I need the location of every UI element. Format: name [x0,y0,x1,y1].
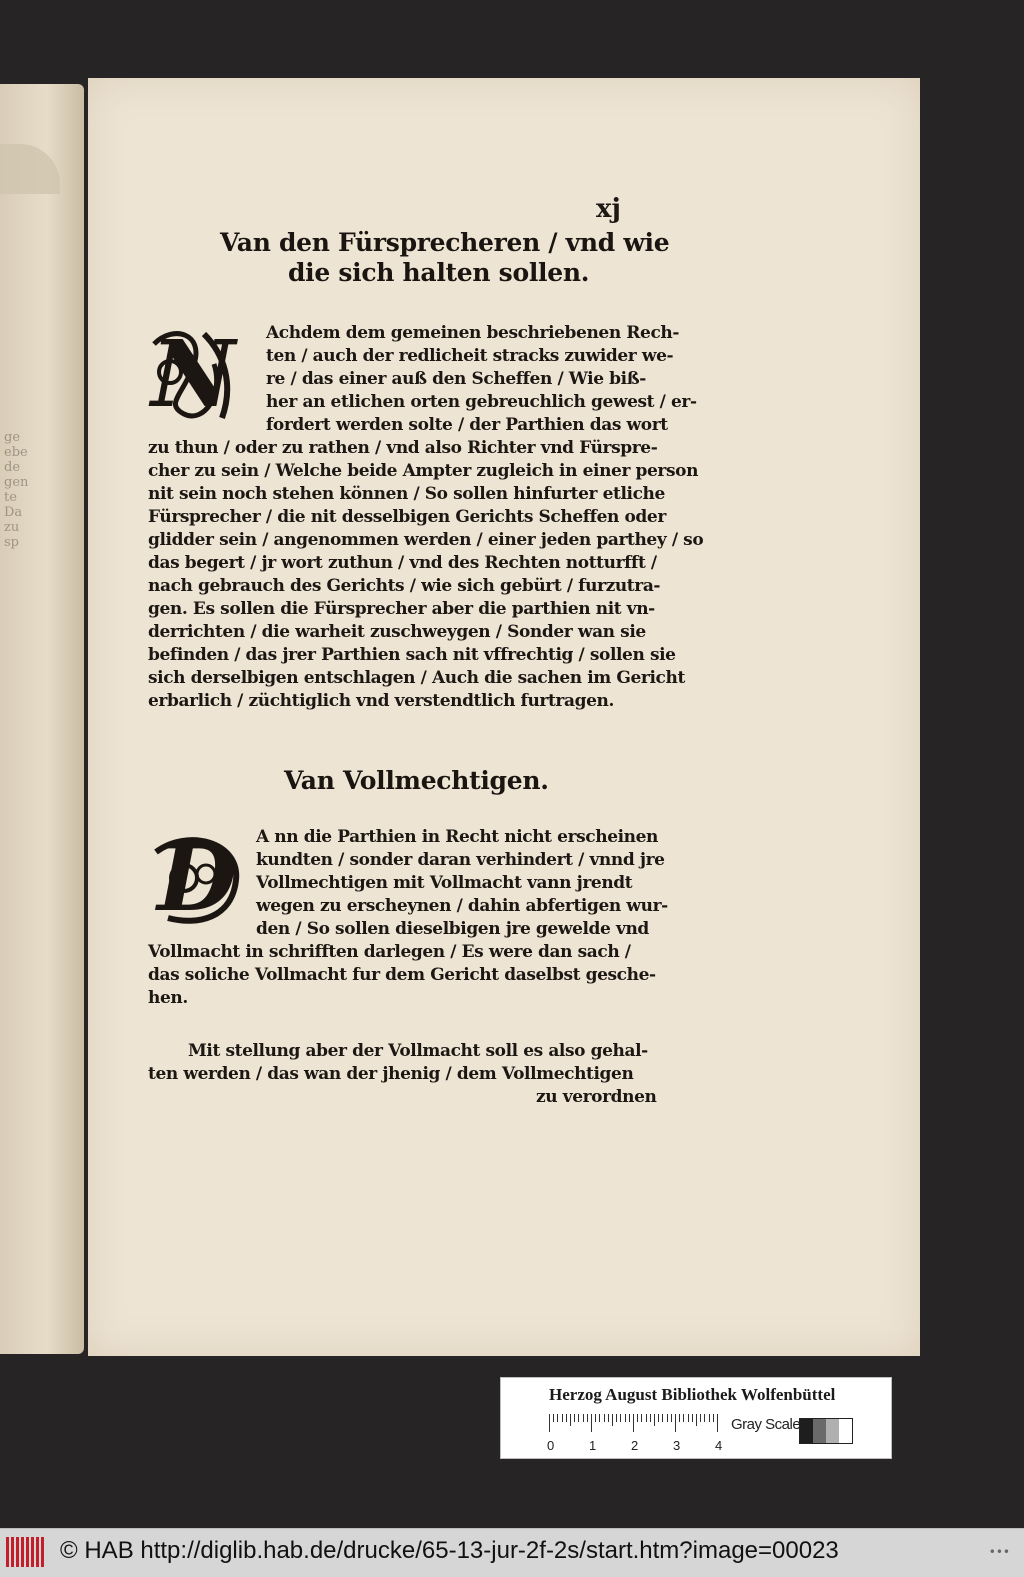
footer-bar [0,1528,1024,1577]
scale-number: 2 [631,1438,639,1453]
scale-number: 3 [673,1438,681,1453]
text-line: befinden / das jrer Parthien sach nit vffrechtig / sollen sie [148,645,676,665]
text-line: das soliche Vollmacht fur dem Gericht daselbst gesche- [148,965,656,985]
ruler-tick [557,1414,558,1422]
text-line: nach gebrauch des Gerichts / wie sich gebürt / furzutra- [148,576,661,596]
gray-scale-swatch [799,1418,853,1444]
ruler-tick [604,1414,605,1422]
ruler-tick [641,1414,642,1422]
page-curl [0,144,60,194]
ruler-tick [700,1414,701,1422]
previous-page-edge [0,84,84,1354]
ruler-tick [587,1414,588,1422]
ruler-tick [654,1414,655,1426]
ruler-tick [553,1414,554,1422]
color-reference-card [500,1377,892,1459]
bleed-text: ge ebe de gen te Da zu sp [4,430,29,550]
ruler-tick [574,1414,575,1422]
catchword: zu verordnen [536,1087,657,1107]
text-line: re / das einer auß den Scheffen / Wie biß- [266,369,646,389]
ruler-tick [566,1414,567,1422]
section-heading-vollmechtigen: Van Vollmechtigen. [284,766,549,795]
text-line: Fürsprecher / die nit desselbigen Gerichts Scheffen oder [148,507,666,527]
text-line: her an etlichen orten gebreuchlich gewest / er- [266,392,697,412]
ruler-tick [692,1414,693,1422]
ruler-tick [629,1414,630,1422]
ruler-tick [662,1414,663,1422]
ruler-tick [679,1414,680,1422]
text-line: gen. Es sollen die Fürsprecher aber die parthien nit vn- [148,599,655,619]
text-line: fordert werden solte / der Parthien das wort [266,415,668,435]
ruler-tick [637,1414,638,1422]
ruler-tick [671,1414,672,1422]
text-line: nit sein noch stehen können / So sollen hinfurter etliche [148,484,665,504]
ruler-tick [713,1414,714,1422]
ruler-tick [667,1414,668,1422]
more-icon[interactable]: ••• [988,1545,1010,1559]
ruler-tick [570,1414,571,1426]
decorated-initial [144,320,242,428]
text-line: cher zu sein / Welche beide Ampter zugleich in einer person [148,461,699,481]
text-line: das begert / jr wort zuthun / vnd des Rechten notturfft / [148,553,657,573]
text-line: Vollmacht in schrifften darlegen / Es were dan sach / [148,942,631,962]
ruler-tick [608,1414,609,1422]
ruler-tick [709,1414,710,1422]
text-line: A nn die Parthien in Recht nicht erscheinen [256,827,659,847]
initial-letter: D [157,824,237,932]
scale-number: 0 [547,1438,555,1453]
ruler-tick [595,1414,596,1422]
text-line: Vollmechtigen mit Vollmacht vann jrendt [256,873,633,893]
folio-number: xj [596,194,621,224]
text-line: kundten / sonder daran verhindert / vnnd jre [256,850,665,870]
ruler-tick [633,1414,634,1432]
ruler-tick [675,1414,676,1432]
initial-letter: N [150,320,236,428]
scale-number: 4 [715,1438,723,1453]
document-page [88,78,920,1356]
decorated-initial [148,824,246,932]
ruler-tick [650,1414,651,1422]
ruler-tick [683,1414,684,1422]
ruler-tick [696,1414,697,1426]
text-line: den / So sollen dieselbigen jre gewelde vnd [256,919,649,939]
ruler-tick [599,1414,600,1422]
text-line: ten werden / das wan der jhenig / dem Vollmechtigen [148,1064,634,1084]
card-title: Herzog August Bibliothek Wolfenbüttel [549,1385,836,1404]
ruler-tick [625,1414,626,1422]
section-heading-fuersprecher-line1: Van den Fürsprecheren / vnd wie [220,228,670,257]
ruler-tick [549,1414,550,1432]
ruler-tick [583,1414,584,1422]
text-line: derrichten / die warheit zuschweygen / Sonder wan sie [148,622,646,642]
ruler-tick [646,1414,647,1422]
ruler-tick [612,1414,613,1426]
text-line: wegen zu erscheynen / dahin abfertigen wur- [256,896,668,916]
scale-ruler [549,1414,719,1432]
scale-number: 1 [589,1438,597,1453]
text-line: sich derselbigen entschlagen / Auch die sachen im Gericht [148,668,685,688]
ruler-tick [688,1414,689,1422]
text-line: zu thun / oder zu rathen / vnd also Richter vnd Fürspre- [148,438,658,458]
ruler-tick [717,1414,718,1432]
text-line: glidder sein / angenommen werden / einer jeden parthey / so [148,530,704,550]
text-line: hen. [148,988,188,1008]
text-line: ten / auch der redlicheit stracks zuwider we- [266,346,674,366]
ruler-tick [620,1414,621,1422]
footer-url[interactable]: © HAB http://diglib.hab.de/drucke/65-13-jur-2f-2s/start.htm?image=00023 [60,1537,839,1564]
text-line: erbarlich / züchtiglich vnd verstendtlich furtragen. [148,691,614,711]
ruler-tick [578,1414,579,1422]
ruler-tick [704,1414,705,1422]
ruler-tick [562,1414,563,1422]
section-heading-fuersprecher-line2: die sich halten sollen. [288,258,590,287]
ruler-tick [658,1414,659,1422]
text-line: Mit stellung aber der Vollmacht soll es also gehal- [188,1041,648,1061]
ruler-tick [591,1414,592,1432]
ruler-tick [616,1414,617,1422]
hab-logo-icon [6,1537,46,1567]
text-line: Achdem dem gemeinen beschriebenen Rech- [266,323,680,343]
gray-scale-label: Gray Scale [731,1416,801,1433]
